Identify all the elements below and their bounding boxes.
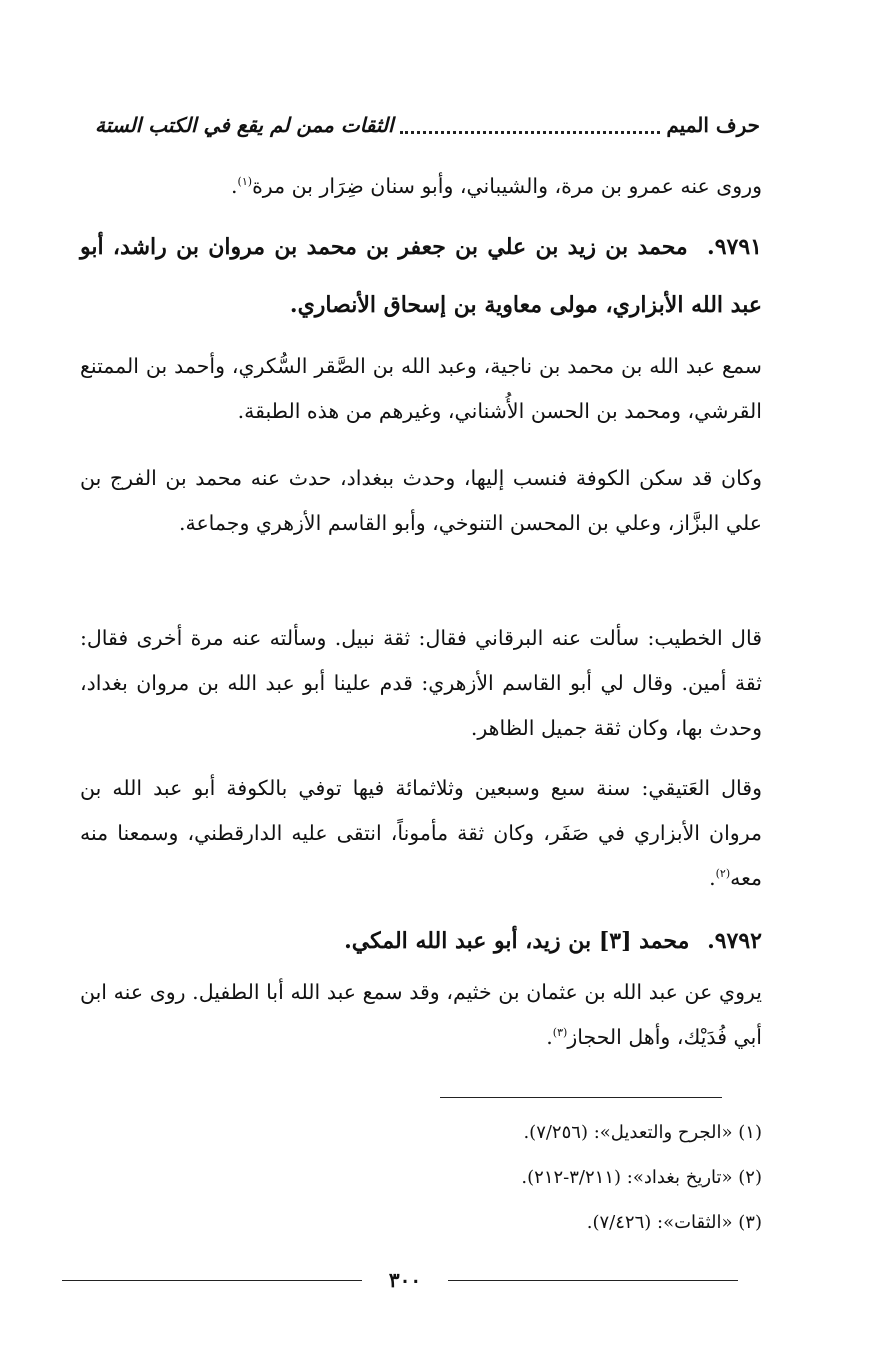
paragraph: يروي عن عبد الله بن عثمان بن خثيم، وقد سمع عبد الله أبا الطفيل. روى عنه ابن أبي فُدَيْك، وأهل الحجاز$^{(٣)}$.: [80, 980, 762, 1049]
paragraph: [80, 344, 762, 434]
paragraph-text: سمع عبد الله بن محمد بن ناجية، وعبد الله بن الصَّقر السُّكري، وأحمد بن الممتنع القرشي، ومحمد بن الحسن الأُشناني، وغيرهم من هذه الطبقة.: [80, 354, 762, 423]
footnote: (١) «الجرح والتعديل»: (٧/٢٥٦).: [523, 1122, 762, 1143]
entry-title: محمد بن زيد بن علي بن جعفر بن محمد بن مروان بن راشد، أبو عبد الله الأبزاري، مولى معاوية بن إسحاق الأنصاري.: [80, 234, 762, 318]
footnote-marker: (١): [237, 175, 253, 189]
paragraph-text: قال الخطيب: سألت عنه البرقاني فقال: ثقة نبيل. وسألته عنه مرة أخرى فقال: ثقة أمين. وقال لي أبو القاسم الأزهري: قدم علينا أبو عبد الله بن مروان بغداد، وحدث بها، وكان ثقة جميل الظاهر.: [80, 626, 762, 740]
running-head-chapter: حرف الميم: [666, 113, 760, 137]
running-head: [95, 108, 760, 142]
footnote-marker: (٢): [715, 867, 731, 881]
running-head-book-title: الثقات ممن لم يقع في الكتب الستة: [95, 113, 394, 137]
footnote-separator: [440, 1097, 722, 1098]
running-head-leader-dots: [400, 130, 661, 134]
entry-heading-9791: [80, 218, 762, 334]
paragraph-continuation: وروى عنه عمرو بن مرة، والشيباني، وأبو سنان ضِرَار بن مرة$^{(١)}$.: [231, 174, 762, 198]
entry-heading-9792: [80, 912, 762, 970]
entry-title: محمد [٣] بن زيد، أبو عبد الله المكي.: [344, 928, 690, 954]
folio-rule-left: [62, 1280, 362, 1281]
footnote-marker: (٣): [552, 1026, 568, 1040]
entry-number: ٩٧٩١.: [707, 234, 762, 260]
paragraph: [80, 456, 762, 546]
paragraph-text: يروي عن عبد الله بن عثمان بن خثيم، وقد سمع عبد الله أبا الطفيل. روى عنه ابن أبي فُدَيْك، وأهل الحجاز: [80, 980, 762, 1049]
entry-number: ٩٧٩٢.: [707, 928, 762, 954]
paragraph-text: وقال العَتيقي: سنة سبع وسبعين وثلاثمائة فيها توفي بالكوفة أبو عبد الله بن مروان الأبزاري في صَفَر، وكان ثقة مأموناً، انتقى عليه الدارقطني، وسمعنا منه معه: [80, 776, 762, 890]
paragraph: وقال العَتيقي: سنة سبع وسبعين وثلاثمائة فيها توفي بالكوفة أبو عبد الله بن مروان الأبزاري في صَفَر، وكان ثقة مأموناً، انتقى عليه الدارقطني، وسمعنا منه معه$^{(٢)}$.: [80, 776, 762, 890]
paragraph: [80, 616, 762, 751]
paragraph-text: وروى عنه عمرو بن مرة، والشيباني، وأبو سنان ضِرَار بن مرة: [252, 174, 762, 198]
footnotes: [300, 1110, 762, 1245]
page-number: ٣٠٠: [388, 1268, 422, 1292]
paragraph-text: وكان قد سكن الكوفة فنسب إليها، وحدث ببغداد، حدث عنه محمد بن الفرج بن علي البزَّاز، وعلي بن المحسن التنوخي، وأبو القاسم الأزهري وجماعة.: [80, 466, 762, 535]
footnote: (٢) «تاريخ بغداد»: (٣/٢١١-٢١٢).: [521, 1167, 762, 1188]
footnote: (٣) «الثقات»: (٧/٤٢٦).: [586, 1212, 762, 1233]
folio-rule-right: [448, 1280, 738, 1281]
